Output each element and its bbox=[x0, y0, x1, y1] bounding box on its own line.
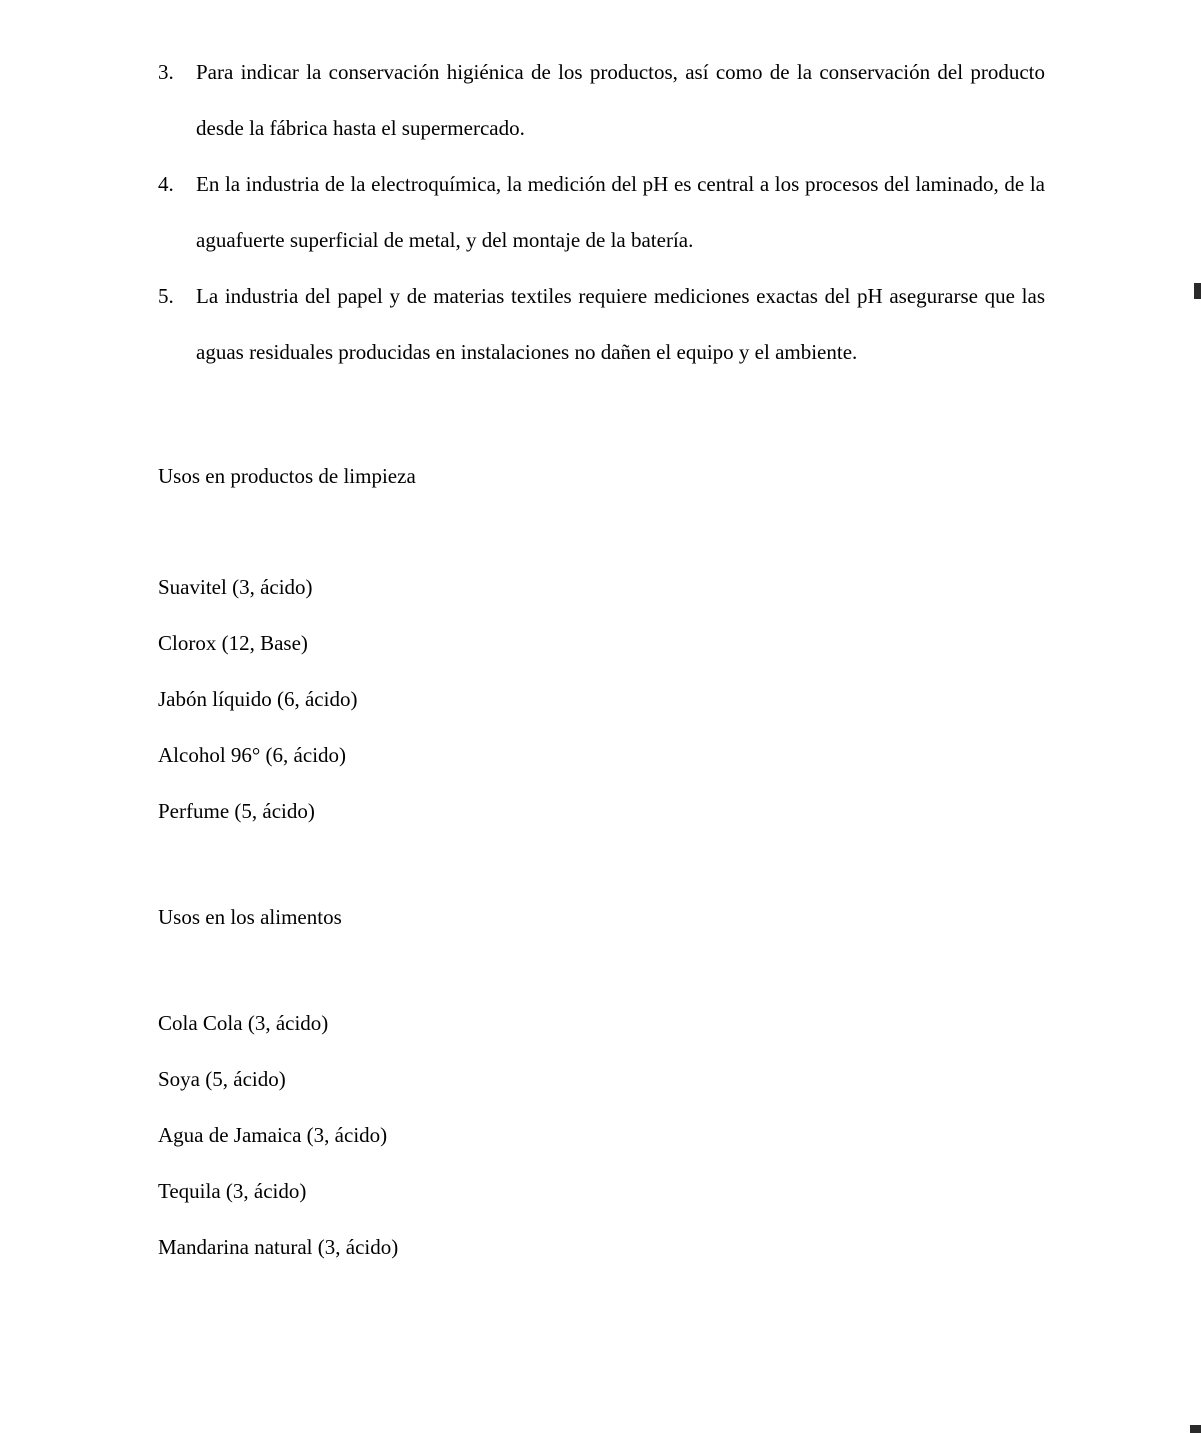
list-item-text: Para indicar la conservación higiénica de los productos, así como de la conservación del producto desde la fábrica hasta el supermercado. bbox=[196, 60, 1045, 140]
section-heading-foods: Usos en los alimentos bbox=[158, 905, 342, 929]
list-item: Soya (5, ácido) bbox=[158, 1067, 286, 1091]
list-item: Clorox (12, Base) bbox=[158, 631, 308, 655]
list-item: Cola Cola (3, ácido) bbox=[158, 1011, 329, 1035]
list-item-number: 5. bbox=[158, 284, 174, 308]
list-item bbox=[158, 268, 1045, 380]
cleaning-products-list bbox=[158, 559, 1045, 839]
list-item-number: 3. bbox=[158, 60, 174, 84]
document-content bbox=[158, 44, 1045, 1275]
list-item-number: 4. bbox=[158, 172, 174, 196]
list-item: Agua de Jamaica (3, ácido) bbox=[158, 1123, 388, 1147]
list-item: Jabón líquido (6, ácido) bbox=[158, 687, 358, 711]
scrollbar-thumb[interactable] bbox=[1194, 283, 1201, 299]
list-item: Mandarina natural (3, ácido) bbox=[158, 1235, 399, 1259]
list-item: Tequila (3, ácido) bbox=[158, 1179, 307, 1203]
list-item bbox=[158, 156, 1045, 268]
list-item-text: En la industria de la electroquímica, la medición del pH es central a los procesos del laminado, de la aguafuerte superficial de metal, y del montaje de la batería. bbox=[196, 172, 1045, 252]
list-item-text: La industria del papel y de materias textiles requiere mediciones exactas del pH asegurarse que las aguas residuales producidas en instalaciones no dañen el equipo y el ambiente. bbox=[196, 284, 1045, 364]
list-item: Suavitel (3, ácido) bbox=[158, 575, 313, 599]
foods-list bbox=[158, 995, 1045, 1275]
section-heading-cleaning-products: Usos en productos de limpieza bbox=[158, 464, 416, 488]
numbered-list bbox=[158, 44, 1045, 380]
list-item: Alcohol 96° (6, ácido) bbox=[158, 743, 347, 767]
scrollbar-corner bbox=[1190, 1425, 1201, 1433]
list-item: Perfume (5, ácido) bbox=[158, 799, 315, 823]
list-item bbox=[158, 44, 1045, 156]
